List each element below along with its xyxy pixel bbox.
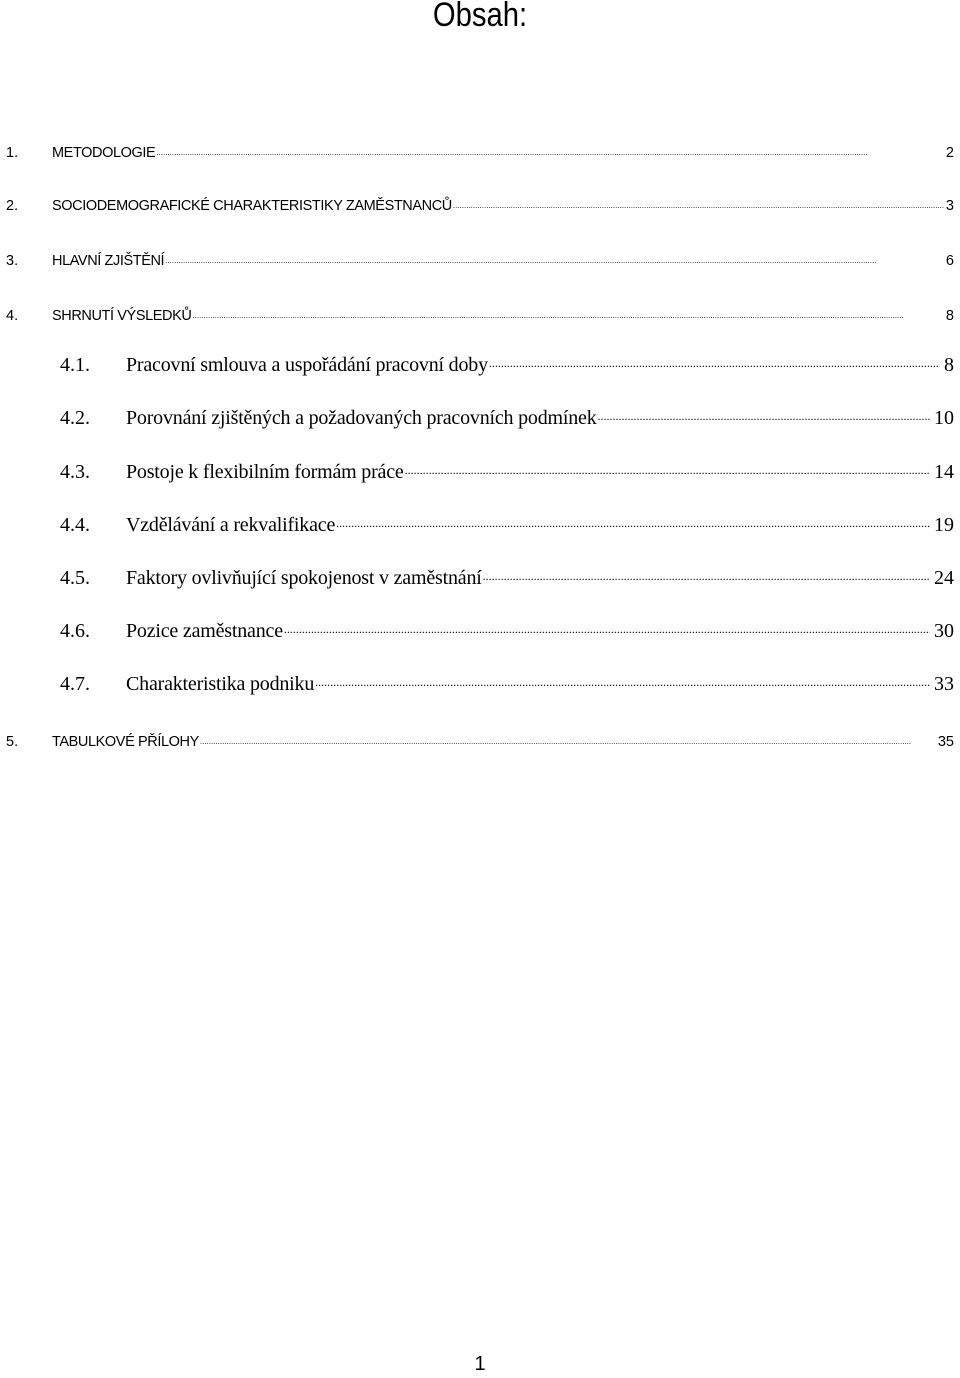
page-number: 1 — [474, 1353, 486, 1375]
toc-entry-page: 19 — [934, 514, 954, 536]
page-title: Obsah: — [432, 0, 528, 34]
toc-entry-4-3[interactable] — [0, 458, 960, 484]
toc-entry-page: 3 — [945, 197, 954, 214]
toc-entry-1[interactable] — [0, 142, 960, 161]
toc-entry-page: 33 — [934, 673, 954, 695]
toc-entry-page: 35 — [937, 733, 954, 750]
toc-entry-number: 5. — [6, 733, 19, 750]
toc-entry-number: 2. — [6, 197, 19, 214]
toc-entry-number: 4.3. — [60, 461, 90, 483]
toc-entry-label: Pracovní smlouva a uspořádání pracovní doby — [126, 354, 488, 376]
toc-entry-number: 4. — [6, 307, 19, 324]
toc-entry-label: Charakteristika podniku — [126, 673, 315, 695]
toc-dot-leader — [597, 404, 930, 424]
toc-entry-number: 4.6. — [60, 620, 90, 642]
toc-entry-page: 6 — [945, 252, 954, 269]
toc-entry-4-6[interactable] — [0, 617, 960, 643]
toc-dot-leader — [164, 250, 944, 265]
toc-dot-leader — [314, 670, 930, 690]
toc-entry-label: METODOLOGIE — [52, 144, 156, 161]
toc-entry-number: 1. — [6, 144, 19, 161]
toc-entry-number: 4.2. — [60, 407, 90, 429]
toc-entry-label: SHRNUTÍ VÝSLEDKŮ — [52, 307, 192, 324]
toc-dot-leader — [155, 142, 944, 157]
toc-entry-number: 4.1. — [60, 354, 90, 376]
toc-entry-label: Porovnání zjištěných a požadovaných pracovních podmínek — [126, 407, 597, 429]
toc-entry-page: 10 — [934, 407, 954, 429]
toc-entry-label: HLAVNÍ ZJIŠTĚNÍ — [52, 252, 165, 269]
toc-dot-leader — [335, 511, 930, 531]
toc-entry-4-1[interactable] — [0, 351, 960, 377]
toc-entry-page: 24 — [934, 567, 954, 589]
toc-entry-4-2[interactable] — [0, 404, 960, 430]
toc-dot-leader — [404, 458, 930, 478]
toc-entry-number: 4.7. — [60, 673, 90, 695]
toc-dot-leader — [283, 617, 930, 637]
toc-entry-label: TABULKOVÉ PŘÍLOHY — [52, 733, 199, 750]
toc-entry-3[interactable] — [0, 250, 960, 269]
toc-entry-page: 14 — [934, 461, 954, 483]
toc-entry-4-5[interactable] — [0, 564, 960, 590]
toc-dot-leader — [452, 195, 944, 210]
toc-entry-page: 8 — [945, 307, 954, 324]
toc-entry-4-7[interactable] — [0, 670, 960, 696]
toc-entry-label: Faktory ovlivňující spokojenost v zaměstnání — [126, 567, 482, 589]
toc-dot-leader — [191, 305, 943, 320]
toc-entry-5[interactable] — [0, 731, 960, 750]
toc-entry-number: 3. — [6, 252, 19, 269]
toc-entry-number: 4.5. — [60, 567, 90, 589]
toc-entry-2[interactable] — [0, 195, 960, 214]
toc-entry-page: 30 — [934, 620, 954, 642]
toc-entry-number: 4.4. — [60, 514, 90, 536]
toc-entry-4[interactable] — [0, 305, 960, 324]
toc-entry-page: 2 — [945, 144, 954, 161]
toc-dot-leader — [199, 731, 936, 746]
toc-entry-label: Postoje k flexibilním formám práce — [126, 461, 404, 483]
toc-entry-label: Vzdělávání a rekvalifikace — [126, 514, 336, 536]
toc-entry-label: Pozice zaměstnance — [126, 620, 283, 642]
toc-dot-leader — [488, 351, 940, 371]
toc-entry-page: 8 — [944, 354, 954, 376]
toc-dot-leader — [482, 564, 930, 584]
toc-entry-4-4[interactable] — [0, 511, 960, 537]
toc-entry-label: SOCIODEMOGRAFICKÉ CHARAKTERISTIKY ZAMĚSTNANCŮ — [52, 197, 452, 214]
